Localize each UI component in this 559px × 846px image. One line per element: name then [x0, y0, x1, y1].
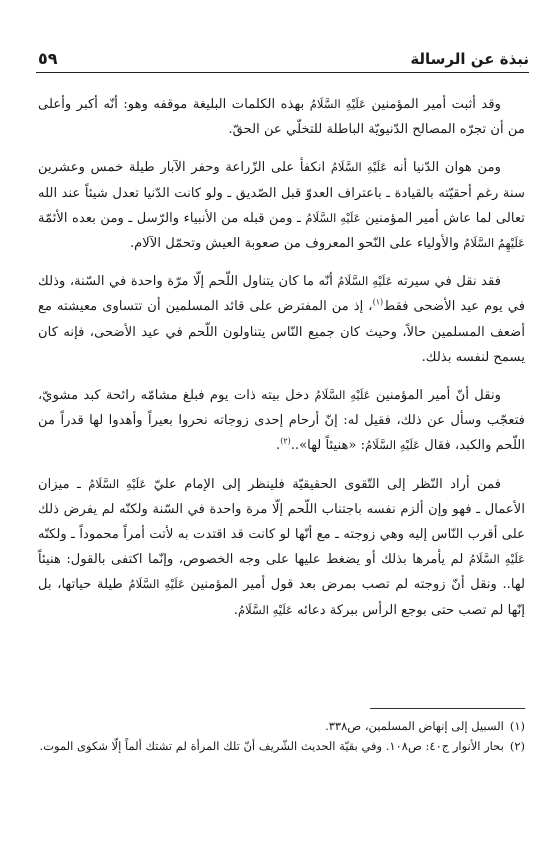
footnote-1: [38, 716, 525, 736]
running-title: نبذة عن الرسالة: [410, 50, 529, 68]
paragraph: [38, 269, 525, 370]
honorific: عَلَيْهِ السَّلَامُ: [314, 388, 371, 403]
paragraph: [38, 472, 525, 623]
text-run: دخل بيته ذات يوم فبلغ مشامّه رائحة كبد مشويّ، فتعجّب وسأل عن ذلك، فقيل له: إنّ أرحام إحدى زوجاته نحروا بعيراً وأهدوا لها قدراً من اللّحم والكبد، فقال: [38, 388, 525, 454]
text-run: ، إذ من المفترض على قائد المسلمين أن تتساوى معيشته مع أضعف المسلمين حالاً، وحيث كان جميع النّاس يتناولون اللّحم في عيد الأضحى، فإنه كان يسمح لنفسه بذلك.: [38, 299, 525, 365]
honorific: عَلَيْهِ السَّلَامُ: [128, 577, 185, 592]
text-run: .: [275, 438, 281, 454]
honorific: عَلَيْهِمُ السَّلَامُ: [463, 236, 525, 251]
honorific: عَلَيْهِ السَّلَامُ: [468, 552, 526, 567]
text-run: والأولياء على النّحو المعروف من صعوبة العيش وتحمّل الآلام.: [129, 236, 464, 252]
footnote-number: (٢): [509, 739, 525, 753]
text-run: فمن أراد النّظر إلى التّقوى الحقيقيّة فلينظر إلى الإمام عليّ: [146, 476, 501, 492]
text-run: طيلة حياتها، بل إنّها لم تصب حتى بوجع الرأس ببركة دعائه: [38, 577, 525, 618]
text-run: ونقل أنّ أمير المؤمنين: [370, 388, 502, 404]
footnote-text: السبيل إلى إنهاض المسلمين، ص٣٣٨.: [325, 719, 504, 733]
page-header: [38, 40, 529, 70]
header-rule: [36, 72, 529, 73]
honorific: عَلَيْهِ السَّلَامُ: [305, 210, 361, 225]
paragraph: [38, 155, 525, 256]
honorific: عَلَيْهِ السَّلَامُ: [309, 97, 366, 111]
footnote-rule: [370, 708, 525, 709]
body-text: [38, 92, 525, 636]
paragraph: [38, 383, 525, 459]
text-run: ومن هوان الدّنيا أنه: [387, 160, 502, 176]
honorific: عَلَيْهِ السَّلَامُ: [365, 438, 421, 453]
footnote-ref: (١): [372, 298, 384, 308]
footnote-number: (١): [509, 719, 525, 733]
text-run: ـ ميزان الأعمال ـ فهو وإن ألزم نفسه باجتناب اللّحم إلّا مرة واحدة في السّنة ولكنّه لم يفرض ذلك على أقرب النّاس إليه وهي زوجته ـ مع أنّها لو كانت قد اقتدت به لأتت أمراً محموداً ـ ولكنّه: [38, 476, 525, 543]
page-number: ٥٩: [38, 49, 58, 68]
honorific: عَلَيْهِ السَّلَامُ: [238, 602, 293, 617]
text-run: لم يأمرها بذلك أو يضغط عليها على وجه الخصوص، وإنّما اكتفى بالقول: هنيئاً لها.. ونقل أنّ زوجته لم تصب بمرض بعد قول أمير المؤمنين: [38, 552, 525, 593]
text-run: .: [233, 602, 238, 618]
text-run: انكفأ على الزّراعة وحفر الآبار طيلة خمس وعشرين سنة رغم أحقيّته بالقيادة ـ باعتراف العدوّ قبل الصّديق ـ ولو كانت الدّنيا تعدل شيئاً عند الله تعالى لما عاش أمير المؤمنين: [38, 160, 525, 226]
honorific: عَلَيْهِ السَّلَامُ: [337, 274, 393, 289]
text-run: بهذه الكلمات البليغة موقفه وهو: أنّه أكبر وأعلى من أن تجرّه المصالح الدّنيويّة الباطلة للتخلّي عن الحقّ.: [38, 97, 525, 138]
text-run: : «هنيئاً لها»..: [290, 438, 366, 454]
text-run: ـ ومن قبله من الأنبياء والرّسل ـ ومن بعده الأئمّة: [38, 210, 306, 226]
footnote-ref: (٢): [280, 437, 291, 447]
footnote-2: [38, 736, 525, 756]
paragraph: [38, 92, 525, 142]
text-run: وقد أثبت أمير المؤمنين: [365, 97, 501, 112]
honorific: عَلَيْهِ السَّلَامُ: [88, 476, 147, 491]
footnote-text: بحار الأنوار ج٤٠: ص١٠٨. وفي بقيّة الحديث الشّريف أنّ تلك المرأة لم تشتك ألماً إلّا شكوى الموت.: [39, 739, 504, 753]
text-run: فقد نقل في سيرته: [392, 274, 502, 290]
honorific: عَلَيْهِ السَّلَامُ: [330, 160, 388, 175]
footnotes: [38, 716, 525, 756]
text-run: أنّه ما كان يتناول اللّحم إلّا مرّة واحدة في السّنة، وذلك في يوم عيد الأضحى فقط: [38, 274, 525, 315]
